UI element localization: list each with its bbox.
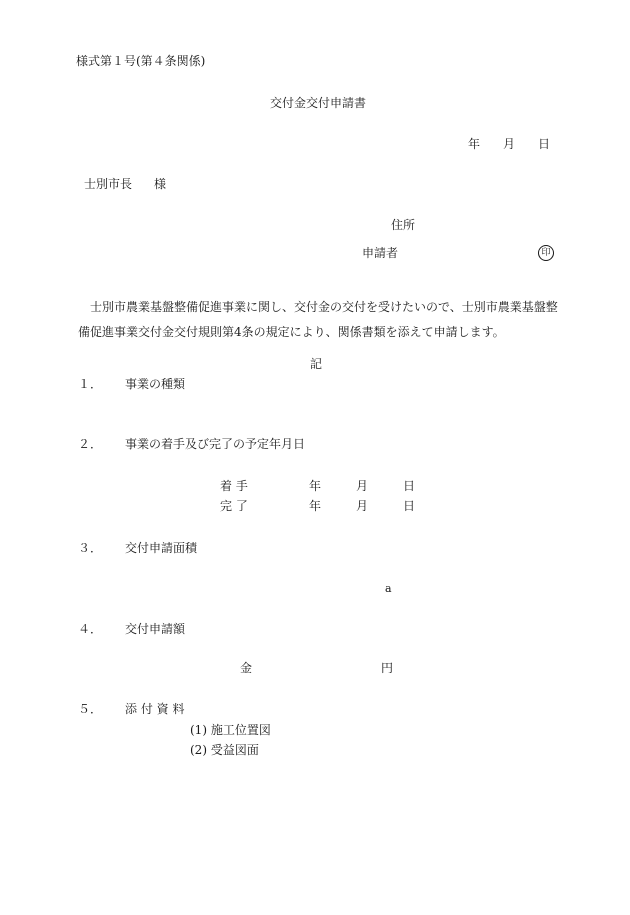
addressee-honorific: 様 xyxy=(154,177,167,191)
address-label: 住所 xyxy=(391,218,416,232)
item-number: ３． xyxy=(78,541,103,555)
amount-prefix: 金 xyxy=(240,661,253,675)
addressee-name: 士別市長 xyxy=(84,177,133,191)
form-title: 交付金交付申請書 xyxy=(270,96,367,110)
attachment-item-1: (1) 施工位置図 xyxy=(190,723,271,737)
schedule-start-month: 月 xyxy=(356,479,369,493)
attachment-item-2: (2) 受益図面 xyxy=(190,743,259,757)
item-label: 事業の着手及び完了の予定年月日 xyxy=(125,437,306,451)
form-number: 様式第１号(第４条関係) xyxy=(76,54,206,68)
schedule-end-day: 日 xyxy=(403,499,416,513)
item-number: １． xyxy=(78,377,103,391)
date-month: 月 xyxy=(503,137,516,151)
date-year: 年 xyxy=(468,137,481,151)
applicant-label: 申請者 xyxy=(362,246,399,260)
item-label: 添 付 資 料 xyxy=(125,702,185,716)
schedule-start-label: 着 手 xyxy=(220,479,248,493)
schedule-end-year: 年 xyxy=(309,499,322,513)
application-body: 士別市農業基盤整備促進事業に関し、交付金の交付を受けたいので、士別市農業基盤整備促進事業交付金交付規則第4条の規定により、関係書類を添えて申請します。 xyxy=(78,300,558,339)
item-label: 交付申請額 xyxy=(125,622,186,636)
date-day: 日 xyxy=(538,137,551,151)
area-unit: a xyxy=(385,582,392,595)
item-label: 交付申請面積 xyxy=(125,541,198,555)
item-number: ５． xyxy=(78,702,103,716)
item-number: ４． xyxy=(78,622,103,636)
item-label: 事業の種類 xyxy=(125,377,186,391)
item-number: ２． xyxy=(78,437,103,451)
seal-mark: 印 xyxy=(538,245,554,261)
schedule-start-year: 年 xyxy=(309,479,322,493)
schedule-start-day: 日 xyxy=(403,479,416,493)
schedule-end-month: 月 xyxy=(356,499,369,513)
schedule-end-label: 完 了 xyxy=(220,499,248,513)
ki-heading: 記 xyxy=(310,357,323,371)
amount-unit: 円 xyxy=(381,661,394,675)
